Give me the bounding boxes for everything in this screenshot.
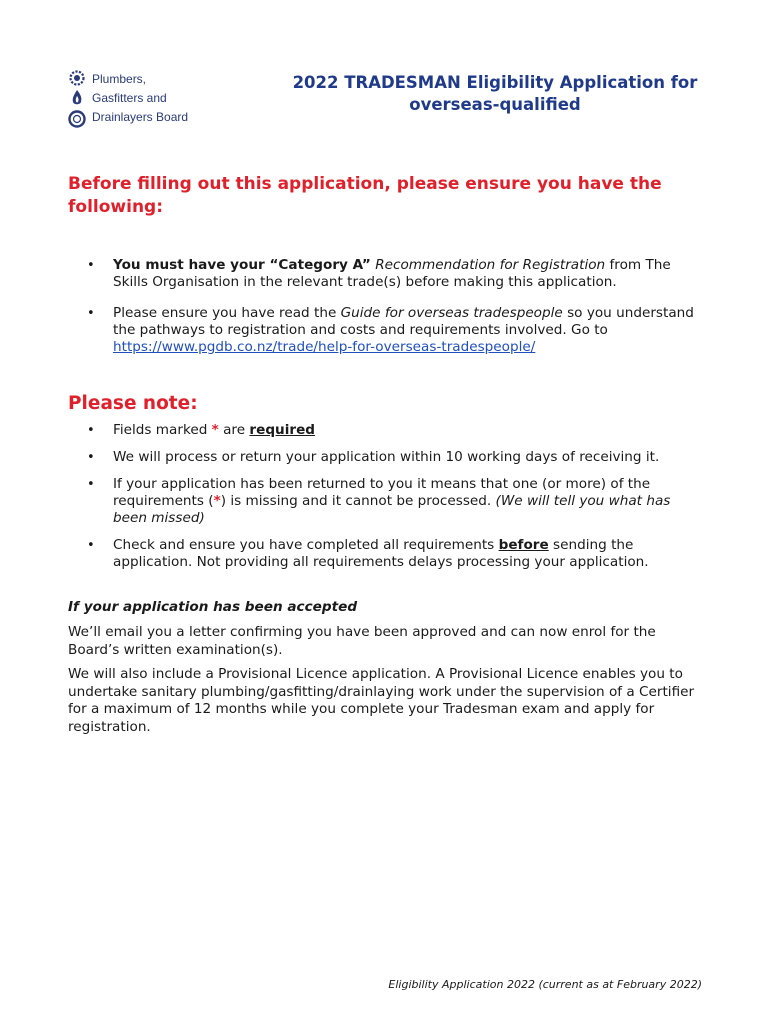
list-item	[68, 537, 708, 571]
title-line: overseas-qualified	[409, 95, 581, 114]
list-item	[68, 449, 708, 466]
accepted-heading: If your application has been accepted	[68, 599, 358, 615]
logo-emblem-icon	[66, 69, 88, 129]
bullet-icon: •	[87, 450, 95, 465]
italic-text: Guide for overseas tradespeople	[340, 305, 563, 321]
page-footer: Eligibility Application 2022 (current as at February 2022)	[388, 978, 702, 991]
required-asterisk: *	[213, 493, 221, 509]
list-item	[68, 305, 708, 356]
item-text: so you understand the pathways to registration and costs and requirements involved. Go to	[113, 305, 694, 338]
bullet-icon: •	[87, 538, 95, 553]
bullet-icon: •	[87, 477, 95, 492]
item-text: ) is missing and it cannot be processed.	[220, 493, 496, 509]
list-item	[68, 422, 708, 439]
required-asterisk: *	[211, 422, 219, 438]
note-heading: Please note:	[68, 393, 198, 414]
title-line: 2022 TRADESMAN Eligibility Application for	[292, 73, 698, 92]
guide-link[interactable]: https://www.pgdb.co.nz/trade/help-for-overseas-tradespeople/	[113, 339, 536, 355]
bullet-icon: •	[87, 258, 95, 273]
before-list	[68, 257, 708, 356]
item-text: Fields marked	[113, 422, 212, 438]
list-item	[68, 257, 708, 291]
italic-text: Recommendation for Registration	[370, 257, 606, 273]
item-text: Please ensure you have read the	[113, 305, 341, 321]
note-list	[68, 422, 708, 581]
emphasis-text: required	[249, 422, 316, 438]
logo-line: Plumbers,	[92, 72, 147, 86]
item-text: sending the application. Not providing all requirements delays processing your application.	[113, 537, 649, 570]
document-title	[260, 72, 730, 116]
bullet-icon: •	[87, 306, 95, 321]
item-text: We will process or return your application within 10 working days of receiving it.	[113, 449, 660, 465]
logo-line: Drainlayers Board	[92, 110, 189, 124]
before-heading: Before filling out this application, please ensure you have the following:	[68, 174, 662, 217]
emphasis-text: before	[498, 537, 549, 553]
item-text: are	[218, 422, 250, 438]
emphasis-text: You must have your “Category A”	[113, 257, 371, 273]
item-text: If your application has been returned to you it means that one (or more) of the requirements (	[113, 476, 651, 509]
italic-text: (We will tell you what has been missed)	[113, 493, 671, 526]
bullet-icon: •	[87, 423, 95, 438]
item-text: Check and ensure you have completed all requirements	[113, 537, 499, 553]
logo-wordmark	[92, 70, 188, 127]
board-logo	[66, 69, 194, 129]
accepted-paragraph: We will also include a Provisional Licence application. A Provisional Licence enables you to undertake sanitary plumbing/gasfitting/drainlaying work under the supervision of a Certifier for a maximum of 12 months while you complete your Tradesman exam and apply for registration.	[68, 666, 695, 735]
accepted-paragraph: We’ll email you a letter confirming you have been approved and can now enrol for the Board’s written examination(s).	[68, 624, 656, 658]
list-item	[68, 476, 708, 527]
logo-line: Gasfitters and	[92, 91, 167, 105]
item-text: from The Skills Organisation in the relevant trade(s) before making this application.	[113, 257, 671, 290]
